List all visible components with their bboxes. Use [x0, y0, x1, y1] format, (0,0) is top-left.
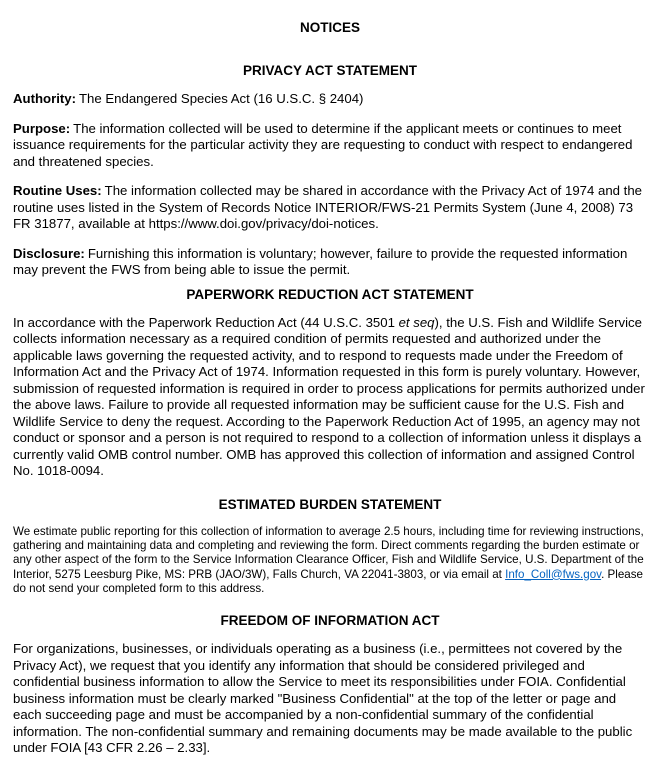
purpose-text: The information collected will be used to determine if the applicant meets or continues to meet issuance requirements for the particular activity they are requesting to conduct with respect to endangered and threatened species.	[13, 120, 633, 169]
paragraph-routine-uses	[13, 183, 647, 233]
document-title: NOTICES	[299, 20, 360, 35]
section-heading-foia: FREEDOM OF INFORMATION ACT	[220, 613, 440, 629]
paragraph-paperwork-reduction	[13, 315, 647, 480]
authority-text: The Endangered Species Act (16 U.S.C. § 2404)	[79, 91, 364, 106]
disclosure-label: Disclosure:	[13, 245, 85, 261]
email-link[interactable]: Info_Coll@fws.gov	[505, 567, 602, 581]
disclosure-text: Furnishing this information is voluntary; however, failure to provide the requested information may prevent the FWS from being able to issue the permit.	[13, 245, 628, 277]
paragraph-estimated-burden	[13, 525, 647, 597]
paragraph-purpose	[13, 121, 647, 171]
paperwork-text-pre: In accordance with the Paperwork Reduction Act (44 U.S.C. 3501	[13, 314, 399, 330]
paragraph-foia	[13, 641, 647, 757]
foia-text: For organizations, businesses, or individuals operating as a business (i.e., permittees not covered by the Privacy Act), we request that you identify any information that should be considered privileged and confidential business information to allow the Service to meet its responsibilities under FOIA. Confidential business information must be clearly marked "Business Confidential" at the top of the letter or page and each succeeding page and must be accompanied by a non-confidential summary of the confidential information. The non-confidential summary and remaining documents may be made available to the public under FOIA [43 CFR 2.26 – 2.33].	[13, 641, 633, 756]
routine-uses-label: Routine Uses:	[13, 183, 102, 198]
authority-label: Authority:	[13, 91, 76, 106]
paperwork-text-italic: et seq	[398, 314, 435, 330]
routine-uses-text: The information collected may be shared in accordance with the Privacy Act of 1974 and the routine uses listed in the System of Records Notice INTERIOR/FWS-21 Permits System (June 4, 2008) 73 FR 31877, available at https://www.doi.gov/privacy/doi-notices.	[13, 183, 642, 231]
section-heading-paperwork-reduction: PAPERWORK REDUCTION ACT STATEMENT	[186, 286, 474, 302]
section-heading-estimated-burden: ESTIMATED BURDEN STATEMENT	[218, 496, 442, 512]
purpose-label: Purpose:	[13, 120, 71, 136]
section-heading-privacy-act: PRIVACY ACT STATEMENT	[242, 63, 417, 78]
burden-text-post: . Please do not send your completed form to this address.	[13, 567, 643, 595]
paperwork-text-post: ), the U.S. Fish and Wildlife Service collects information necessary as a required condition of permits requested and authorized under the applicable laws governing the requested activity, and to respond to requests made under the Freedom of Information Act and the Privacy Act of 1974. Information requested in this form is purely voluntary. However, submission of requested information is required in order to process applications for permits authorized under the above laws. Failure to provide all requested information may be sufficient cause for the U.S. Fish and Wildlife Service to deny the request. According to the Paperwork Reduction Act of 1995, an agency may not conduct or sponsor and a person is not required to respond to a collection of information unless it displays a currently valid OMB control number. OMB has approved this collection of information and assigned Control No. 1018-0094.	[13, 314, 645, 478]
paragraph-authority	[13, 91, 647, 108]
burden-text-pre: We estimate public reporting for this collection of information to average 2.5 hours, including time for reviewing instructions, gathering and maintaining data and completing and reviewing the form. Direct comments regarding the burden estimate or any other aspect of the form to the Service Information Clearance Officer, Fish and Wildlife Service, U.S. Department of the Interior, 5275 Leesburg Pike, MS: PRB (JAO/3W), Falls Church, VA 22041-3803, or via email at	[13, 524, 644, 581]
paragraph-disclosure	[13, 246, 647, 279]
